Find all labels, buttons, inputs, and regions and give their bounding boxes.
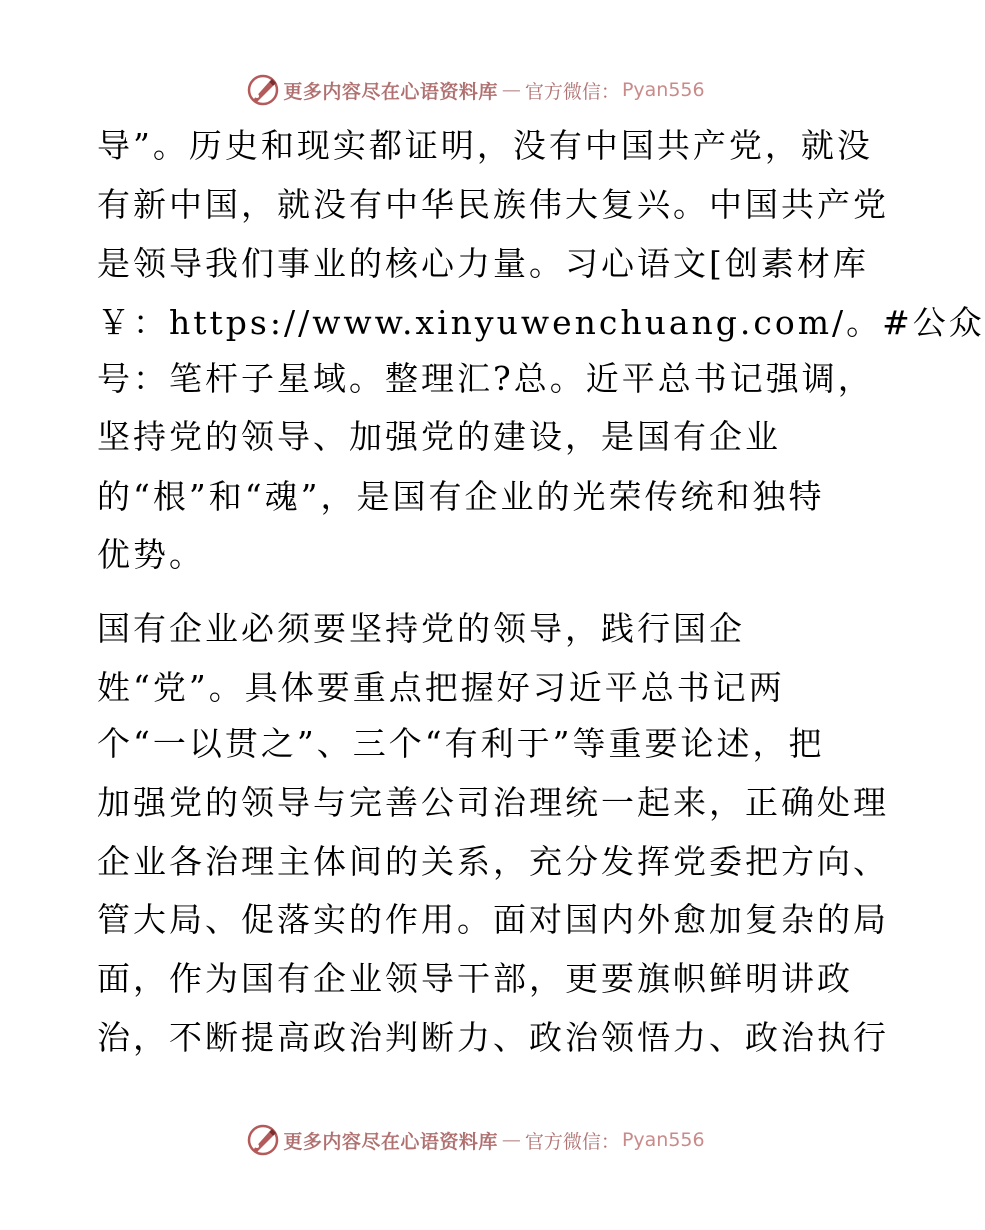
text-line: 管大局、促落实的作用。面对国内外愈加复杂的局 [97,900,889,939]
text-line: 治，不断提高政治判断力、政治领悟力、政治执行 [97,1018,889,1057]
watermark-text: 更多内容尽在心语资料库 [283,1130,498,1153]
text-line: 的“根”和“魂”，是国有企业的光荣传统和独特 [97,477,825,516]
text-line: 国有企业必须要坚持党的领导，践行国企 [97,609,745,648]
watermark-wechat-label: 官方微信： [524,80,620,103]
watermark-separator: — [501,79,521,101]
text-line: 号：笔杆子星域。整理汇?总。近平总书记强调， [97,359,874,398]
watermark-wechat-id: Pyan556 [621,1129,705,1151]
text-line: 姓“党”。具体要重点把握好习近平总书记两 [97,668,785,707]
text-line: 坚持党的领导、加强党的建设，是国有企业 [97,417,781,456]
text-line: 有新中国，就没有中华民族伟大复兴。中国共产党 [97,185,889,224]
header-watermark [0,72,950,108]
footer-watermark [0,1122,950,1158]
text-line: ￥：https://www.xinyuwenchuang.com/。#公众 [97,303,985,342]
text-line: 导”。历史和现实都证明，没有中国共产党，就没 [97,126,873,165]
watermark-wechat-label: 官方微信： [524,1130,620,1153]
watermark-text: 更多内容尽在心语资料库 [283,80,498,103]
text-line: 面，作为国有企业领导干部，更要旗帜鲜明讲政 [97,959,853,998]
text-line: 加强党的领导与完善公司治理统一起来，正确处理 [97,783,889,822]
watermark-wechat-id: Pyan556 [621,79,705,101]
text-line: 个“一以贯之”、三个“有利于”等重要论述，把 [97,724,825,763]
text-line: 企业各治理主体间的关系，充分发挥党委把方向、 [97,842,889,881]
pen-logo-icon [245,1122,281,1158]
pen-logo-icon [245,72,281,108]
watermark-separator: — [501,1129,521,1151]
text-line: 优势。 [97,535,205,574]
text-line: 是领导我们事业的核心力量。习心语文[创素材库 [97,244,869,283]
